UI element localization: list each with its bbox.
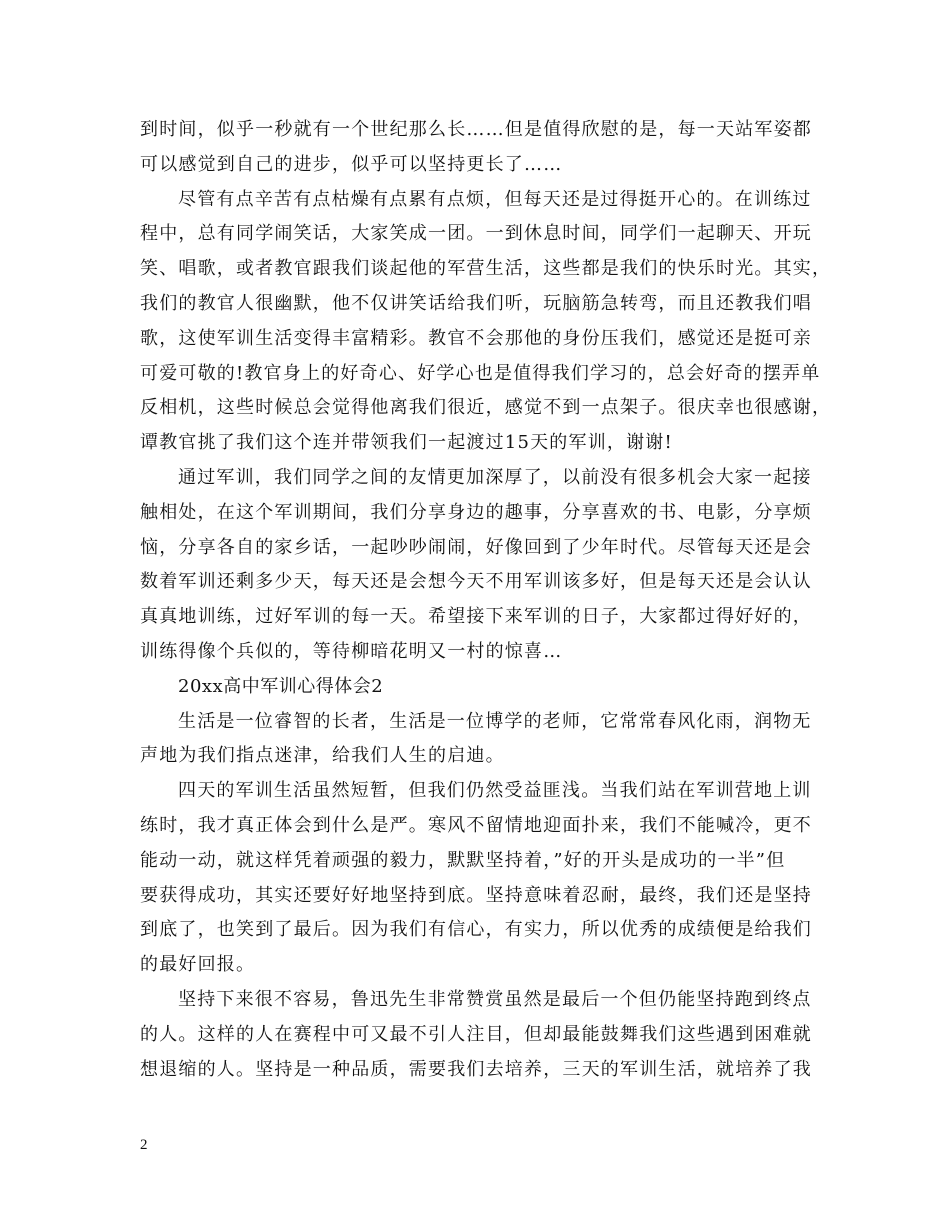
text-line: 到时间，似乎一秒就有一个世纪那么长……但是值得欣慰的是，每一天站军姿都 [140, 119, 812, 140]
text-line: 生活是一位睿智的长者，生活是一位博学的老师，它常常春风化雨，润物无 [178, 710, 812, 732]
text-line: 歌，这使军训生活变得丰富精彩。教官不会那他的身份压我们，感觉还是挺可亲 [140, 327, 812, 349]
text-line: 的最好回报。 [140, 954, 256, 976]
text-line: 尽管有点辛苦有点枯燥有点累有点烦，但每天还是过得挺开心的。在训练过 [178, 188, 812, 210]
text-line: 可爱可敬的!教官身上的好奇心、好学心也是值得我们学习的，总会好奇的摆弄单 [140, 362, 821, 384]
text-line: 真真地训练，过好军训的每一天。希望接下来军训的日子，大家都过得好好的， [140, 606, 812, 628]
page-number: 2 [140, 1137, 148, 1153]
text-line: 恼，分享各自的家乡话，一起吵吵闹闹，好像回到了少年时代。尽管每天还是会 [140, 536, 812, 558]
text-line: 声地为我们指点迷津，给我们人生的启迪。 [140, 745, 505, 767]
text-line: 四天的军训生活虽然短暂，但我们仍然受益匪浅。当我们站在军训营地上训 [178, 780, 812, 802]
text-line: 训练得像个兵似的，等待柳暗花明又一村的惊喜… [140, 640, 563, 662]
text-line: 反相机，这些时候总会觉得他离我们很近，感觉不到一点架子。很庆幸也很感谢， [140, 397, 832, 419]
text-line: 的人。这样的人在赛程中可又最不引人注目，但却最能鼓舞我们这些遇到困难就 [140, 1023, 812, 1045]
text-line: 触相处，在这个军训期间，我们分享身边的趣事，分享喜欢的书、电影，分享烦 [140, 501, 812, 523]
document-body [140, 113, 832, 1087]
text-line: 到底了，也笑到了最后。因为我们有信心，有实力，所以优秀的成绩便是给我们 [140, 919, 812, 941]
text-line: 可以感觉到自己的进步，似乎可以坚持更长了…… [140, 153, 563, 175]
text-line: 笑、唱歌，或者教官跟我们谈起他的军营生活，这些都是我们的快乐时光。其实， [140, 258, 832, 280]
section-heading: 20xx高中军训心得体会2 [178, 675, 384, 697]
text-line: 想退缩的人。坚持是一种品质，需要我们去培养，三天的军训生活，就培养了我 [140, 1058, 812, 1080]
text-line: 数着军训还剩多少天，每天还是会想今天不用军训该多好，但是每天还是会认认 [140, 571, 812, 593]
text-line: 练时，我才真正体会到什么是严。寒风不留情地迎面扑来，我们不能喊冷，更不 [140, 814, 812, 836]
text-line: 程中，总有同学闹笑话，大家笑成一团。一到休息时间，同学们一起聊天、开玩 [140, 223, 812, 245]
text-line: 坚持下来很不容易，鲁迅先生非常赞赏虽然是最后一个但仍能坚持跑到终点 [178, 988, 812, 1010]
text-line: 通过军训，我们同学之间的友情更加深厚了，以前没有很多机会大家一起接 [178, 466, 812, 488]
text-line: 我们的教官人很幽默，他不仅讲笑话给我们听，玩脑筋急转弯，而且还教我们唱 [140, 292, 812, 314]
text-line: 能动一动，就这样凭着顽强的毅力，默默坚持着，”好的开头是成功的一半”但 [140, 849, 786, 871]
text-line: 谭教官挑了我们这个连并带领我们一起渡过15天的军训，谢谢! [140, 432, 673, 454]
text-line: 要获得成功，其实还要好好地坚持到底。坚持意味着忍耐，最终，我们还是坚持 [140, 884, 812, 906]
